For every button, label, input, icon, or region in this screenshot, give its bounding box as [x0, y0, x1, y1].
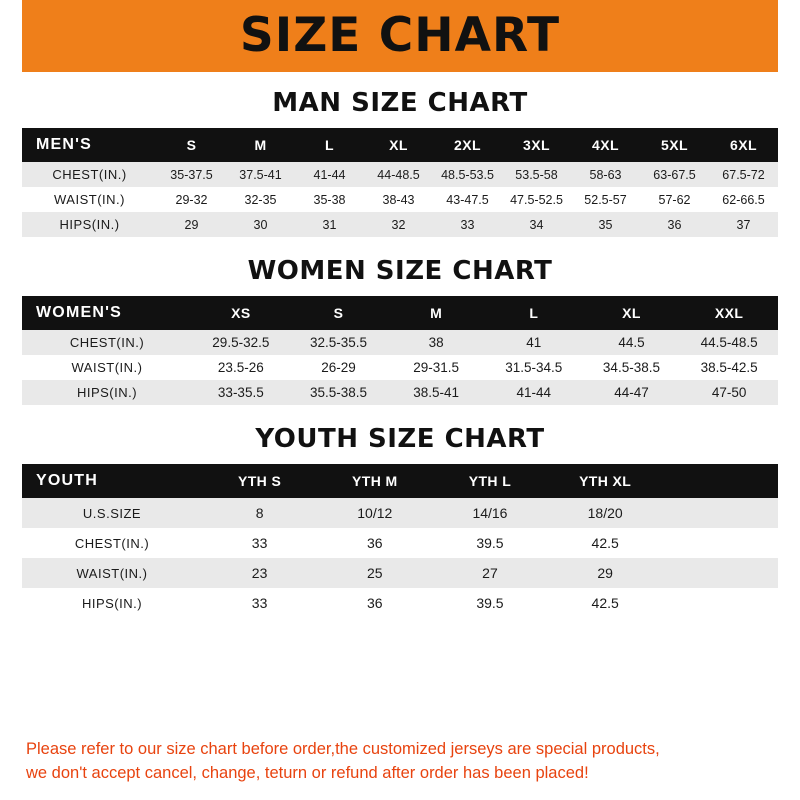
table-row	[22, 330, 778, 355]
women-table-body	[22, 330, 778, 405]
youth-size-table	[22, 464, 778, 618]
youth-header-blank	[663, 464, 778, 498]
youth-chest-xl: 42.5	[548, 528, 663, 558]
banner-right-strip	[778, 0, 800, 72]
man-chest-6xl: 67.5-72	[709, 162, 778, 187]
footnote	[22, 728, 778, 800]
youth-waist-l: 27	[432, 558, 547, 588]
youth-row-hips-label: HIPS(IN.)	[22, 588, 202, 618]
youth-ussize-l: 14/16	[432, 498, 547, 528]
man-waist-4xl: 52.5-57	[571, 187, 640, 212]
man-hips-m: 30	[226, 212, 295, 237]
man-waist-3xl: 47.5-52.5	[502, 187, 571, 212]
women-hips-s: 35.5-38.5	[290, 380, 388, 405]
man-waist-s: 29-32	[157, 187, 226, 212]
man-chest-s: 35-37.5	[157, 162, 226, 187]
women-waist-s: 26-29	[290, 355, 388, 380]
table-row	[22, 187, 778, 212]
women-section-title: WOMEN SIZE CHART	[247, 256, 553, 286]
youth-row-chest-label: CHEST(IN.)	[22, 528, 202, 558]
man-header-5xl: 5XL	[640, 128, 709, 162]
women-chest-l: 41	[485, 330, 583, 355]
man-table-body	[22, 162, 778, 237]
man-header-3xl: 3XL	[502, 128, 571, 162]
youth-waist-blank	[663, 558, 778, 588]
man-row-hips-label: HIPS(IN.)	[22, 212, 157, 237]
youth-ussize-blank	[663, 498, 778, 528]
table-header-row	[22, 128, 778, 162]
man-hips-2xl: 33	[433, 212, 502, 237]
man-header-xl: XL	[364, 128, 433, 162]
women-table-header	[22, 296, 778, 330]
women-row-waist-label: WAIST(IN.)	[22, 355, 192, 380]
table-row	[22, 588, 778, 618]
women-size-table	[22, 296, 778, 405]
table-row	[22, 558, 778, 588]
table-row	[22, 162, 778, 187]
youth-chest-m: 36	[317, 528, 432, 558]
women-hips-xxl: 47-50	[680, 380, 778, 405]
man-chest-m: 37.5-41	[226, 162, 295, 187]
youth-waist-s: 23	[202, 558, 317, 588]
women-waist-xl: 34.5-38.5	[583, 355, 681, 380]
youth-header-m: YTH M	[317, 464, 432, 498]
man-chest-2xl: 48.5-53.5	[433, 162, 502, 187]
man-chest-xl: 44-48.5	[364, 162, 433, 187]
women-waist-xs: 23.5-26	[192, 355, 290, 380]
man-chest-4xl: 58-63	[571, 162, 640, 187]
man-hips-3xl: 34	[502, 212, 571, 237]
man-chest-3xl: 53.5-58	[502, 162, 571, 187]
women-header-l: L	[485, 296, 583, 330]
women-chest-xs: 29.5-32.5	[192, 330, 290, 355]
women-chest-xxl: 44.5-48.5	[680, 330, 778, 355]
women-waist-l: 31.5-34.5	[485, 355, 583, 380]
women-header-xs: XS	[192, 296, 290, 330]
women-hips-xs: 33-35.5	[192, 380, 290, 405]
man-chest-l: 41-44	[295, 162, 364, 187]
youth-chest-l: 39.5	[432, 528, 547, 558]
women-header-xxl: XXL	[680, 296, 778, 330]
man-waist-2xl: 43-47.5	[433, 187, 502, 212]
man-header-label: MEN'S	[22, 128, 157, 162]
footnote-line-2: we don't accept cancel, change, teturn or refund after order has been placed!	[26, 764, 589, 783]
man-header-s: S	[157, 128, 226, 162]
women-header-s: S	[290, 296, 388, 330]
man-hips-4xl: 35	[571, 212, 640, 237]
youth-table-body	[22, 498, 778, 618]
youth-chest-s: 33	[202, 528, 317, 558]
man-chest-5xl: 63-67.5	[640, 162, 709, 187]
man-hips-6xl: 37	[709, 212, 778, 237]
man-waist-l: 35-38	[295, 187, 364, 212]
youth-table-header	[22, 464, 778, 498]
man-waist-xl: 38-43	[364, 187, 433, 212]
women-header-m: M	[387, 296, 485, 330]
header-banner	[0, 0, 800, 72]
table-row	[22, 212, 778, 237]
women-hips-xl: 44-47	[583, 380, 681, 405]
women-row-hips-label: HIPS(IN.)	[22, 380, 192, 405]
women-hips-m: 38.5-41	[387, 380, 485, 405]
youth-hips-m: 36	[317, 588, 432, 618]
youth-hips-xl: 42.5	[548, 588, 663, 618]
man-waist-m: 32-35	[226, 187, 295, 212]
table-header-row	[22, 296, 778, 330]
man-hips-s: 29	[157, 212, 226, 237]
women-chest-xl: 44.5	[583, 330, 681, 355]
youth-row-waist-label: WAIST(IN.)	[22, 558, 202, 588]
table-header-row	[22, 464, 778, 498]
table-row	[22, 528, 778, 558]
man-size-table	[22, 128, 778, 237]
man-waist-5xl: 57-62	[640, 187, 709, 212]
women-header-xl: XL	[583, 296, 681, 330]
youth-header-label: YOUTH	[22, 464, 202, 498]
man-hips-xl: 32	[364, 212, 433, 237]
man-hips-l: 31	[295, 212, 364, 237]
banner-left-strip	[0, 0, 22, 72]
youth-header-xl: YTH XL	[548, 464, 663, 498]
women-chest-m: 38	[387, 330, 485, 355]
youth-section-title: YOUTH SIZE CHART	[255, 424, 545, 454]
women-waist-m: 29-31.5	[387, 355, 485, 380]
youth-header-s: YTH S	[202, 464, 317, 498]
women-header-label: WOMEN'S	[22, 296, 192, 330]
man-row-waist-label: WAIST(IN.)	[22, 187, 157, 212]
footnote-line-1: Please refer to our size chart before order,the customized jerseys are special products,	[26, 740, 660, 759]
man-row-chest-label: CHEST(IN.)	[22, 162, 157, 187]
women-row-chest-label: CHEST(IN.)	[22, 330, 192, 355]
youth-row-ussize-label: U.S.SIZE	[22, 498, 202, 528]
youth-hips-l: 39.5	[432, 588, 547, 618]
man-waist-6xl: 62-66.5	[709, 187, 778, 212]
youth-chest-blank	[663, 528, 778, 558]
youth-ussize-m: 10/12	[317, 498, 432, 528]
youth-header-l: YTH L	[432, 464, 547, 498]
youth-waist-m: 25	[317, 558, 432, 588]
man-header-4xl: 4XL	[571, 128, 640, 162]
youth-hips-blank	[663, 588, 778, 618]
youth-ussize-s: 8	[202, 498, 317, 528]
man-header-l: L	[295, 128, 364, 162]
women-hips-l: 41-44	[485, 380, 583, 405]
man-header-6xl: 6XL	[709, 128, 778, 162]
table-row	[22, 355, 778, 380]
man-table-header	[22, 128, 778, 162]
content-area	[0, 72, 800, 800]
table-row	[22, 498, 778, 528]
youth-ussize-xl: 18/20	[548, 498, 663, 528]
youth-waist-xl: 29	[548, 558, 663, 588]
youth-hips-s: 33	[202, 588, 317, 618]
man-header-2xl: 2XL	[433, 128, 502, 162]
man-section-title: MAN SIZE CHART	[272, 88, 528, 118]
women-waist-xxl: 38.5-42.5	[680, 355, 778, 380]
page-title: SIZE CHART	[239, 7, 561, 63]
man-hips-5xl: 36	[640, 212, 709, 237]
women-chest-s: 32.5-35.5	[290, 330, 388, 355]
man-header-m: M	[226, 128, 295, 162]
table-row	[22, 380, 778, 405]
